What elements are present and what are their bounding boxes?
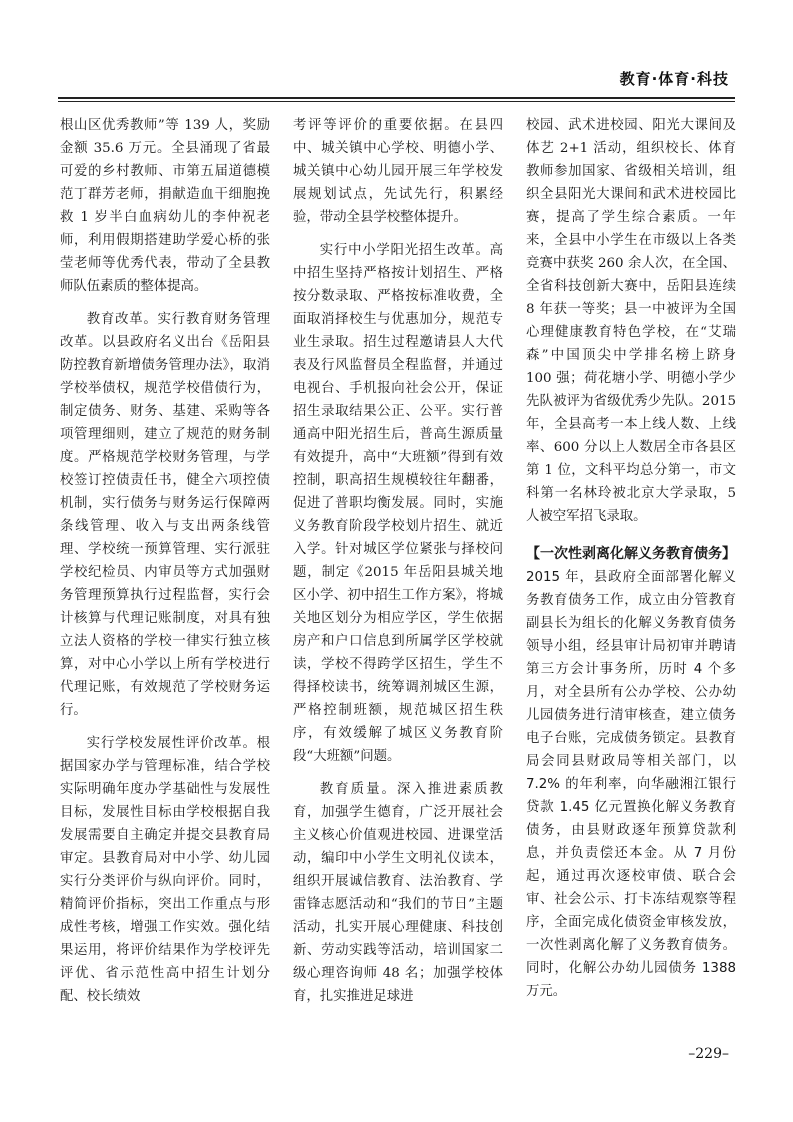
- paragraph: 教育改革。实行教育财务管理改革。以县政府名义出台《岳阳县防控教育新增债务管理办法》，取消学校举债权，规范学校借债行为，制定债务、财务、基建、采购等各项管理细则，建立了规范的财务制度。严格规范学校财务管理，与学校签订控债责任书，健全六项控债机制，实行债务与财务运行保障两条线管理、收入与支出两条线管理、学校统一预算管理、实行派驻学校纪检员、内审员等方式加强财务管理预算执行过程监督，实行会计核算与代理记账制度，对具有独立法人资格的学校一律实行独立核算，对中心小学以上所有学校进行代理记账，有效规范了学校财务运行。: [60, 312, 270, 718]
- paragraph: 实行中小学阳光招生改革。高中招生坚持严格按计划招生、严格按分数录取、严格按标准收费，全面取消择校生与优惠加分，规范专业生录取。招生过程邀请县人大代表及行风监督员全程监督，并通过电视台、手机报向社会公开，保证招生录取结果公正、公平。实行普通高中阳光招生后，普高生源质量有效提升，高中“大班额”得到有效控制，职高招生规模较往年翻番，促进了普职均衡发展。同时，实施义务教育阶段学校划片招生、就近入学。针对城区学位紧张与择校问题，制定《2015 年岳阳县城关地区小学、初中招生工作方案》，将城关地区划分为相应学区，学生依据房产和户口信息到所属学区学校就读，学校不得跨学区招生，学生不得择校读书，统筹调剂城区生源，严格控制班额，规范城区招生秩序，有效缓解了城区义务教育阶段“大班额”问题。: [293, 243, 503, 764]
- column-2: [293, 114, 503, 1008]
- paragraph: 考评等评价的重要依据。在县四中、城关镇中心学校、明德小学、城关镇中心幼儿园开展三年学校发展规划试点，先试先行，积累经验，带动全县学校整体提升。: [293, 118, 503, 225]
- paragraph: 根山区优秀教师”等 139 人，奖励金额 35.6 万元。全县涌现了省最可爱的乡村教师、市第五届道德模范丁群芳老师，捐献造血干细胞挽救 1 岁半白血病幼儿的李仲祝老师，利用假期搭建助学爱心桥的张莹老师等优秀代表，带动了全县教师队伍素质的整体提高。: [60, 118, 270, 294]
- paragraph: 教育质量。深入推进素质教育，加强学生德育，广泛开展社会主义核心价值观进校园、进课堂活动，编印中小学生文明礼仪读本，组织开展诚信教育、法治教育、学雷锋志愿活动和“我们的节日”主题活动，扎实开展心理健康、科技创新、劳动实践等活动，培训国家二级心理咨询师 48 名；加强学校体育，扎实推进足球进: [293, 782, 503, 1004]
- paragraph: 2015 年，县政府全面部署化解义务教育债务工作，成立由分管教育副县长为组长的化解义务教育债务领导小组，经县审计局初审并聘请第三方会计事务所，历时 4 个多月，对全县所有公办学校、公办幼儿园债务进行清审核查，建立债务电子台账，完成债务锁定。县教育局会同县财政局等相关部门，以 7.2% 的年利率，向华融湘江银行贷款 1.45 亿元置换化解义务教育债务，由县财政逐年预算贷款利息，并负责偿还本金。从 7 月份起，通过再次逐校审债、联合会审、社会公示、打卡冻结观察等程序，全面完成化债资金审核发放，一次性剥离化解了义务教育债务。同时，化解公办幼儿园债务 1388 万元。: [526, 570, 736, 999]
- page-number: –229–: [688, 1046, 729, 1062]
- paragraph: 实行学校发展性评价改革。根据国家办学与管理标准，结合学校实际明确年度办学基础性与发展性目标，发展性目标由学校根据自我发展需要自主确定并提交县教育局审定。县教育局对中小学、幼儿园实行分类评价与纵向评价。同时，精简评价指标，突出工作重点与形成性考核，增强工作实效。强化结果运用，将评价结果作为学校评先评优、省示范性高中招生计划分配、校长绩效: [60, 736, 270, 1004]
- header-rule-thin: [58, 101, 735, 102]
- header-rule: [58, 97, 735, 99]
- column-3: [526, 114, 736, 1003]
- header-title: 教育·体育·科技: [619, 70, 729, 88]
- column-1: [60, 114, 270, 1008]
- paragraph: 校园、武术进校园、阳光大课间及体艺 2+1 活动，组织校长、体育教师参加国家、省级相关培训，组织全县阳光大课间和武术进校园比赛，提高了学生综合素质。一年来，全县中小学生在市级以上各类竞赛中获奖 260 余人次，在全国、全省科技创新大赛中，岳阳县连续 8 年获一等奖；县一中被评为全国心理健康教育特色学校，在“艾瑞森”中国顶尖中学排名榜上跻身 100 强；荷花塘小学、明德小学少先队被评为省级优秀少先队。2015 年，全县高考一本上线人数、上线率、600 分以上人数居全市各县区第 1 位，文科平均总分第一，市文科第一名林玲被北京大学录取，5 人被空军招飞录取。: [526, 118, 736, 524]
- section-title: 【一次性剥离化解义务教育债务】: [526, 546, 736, 562]
